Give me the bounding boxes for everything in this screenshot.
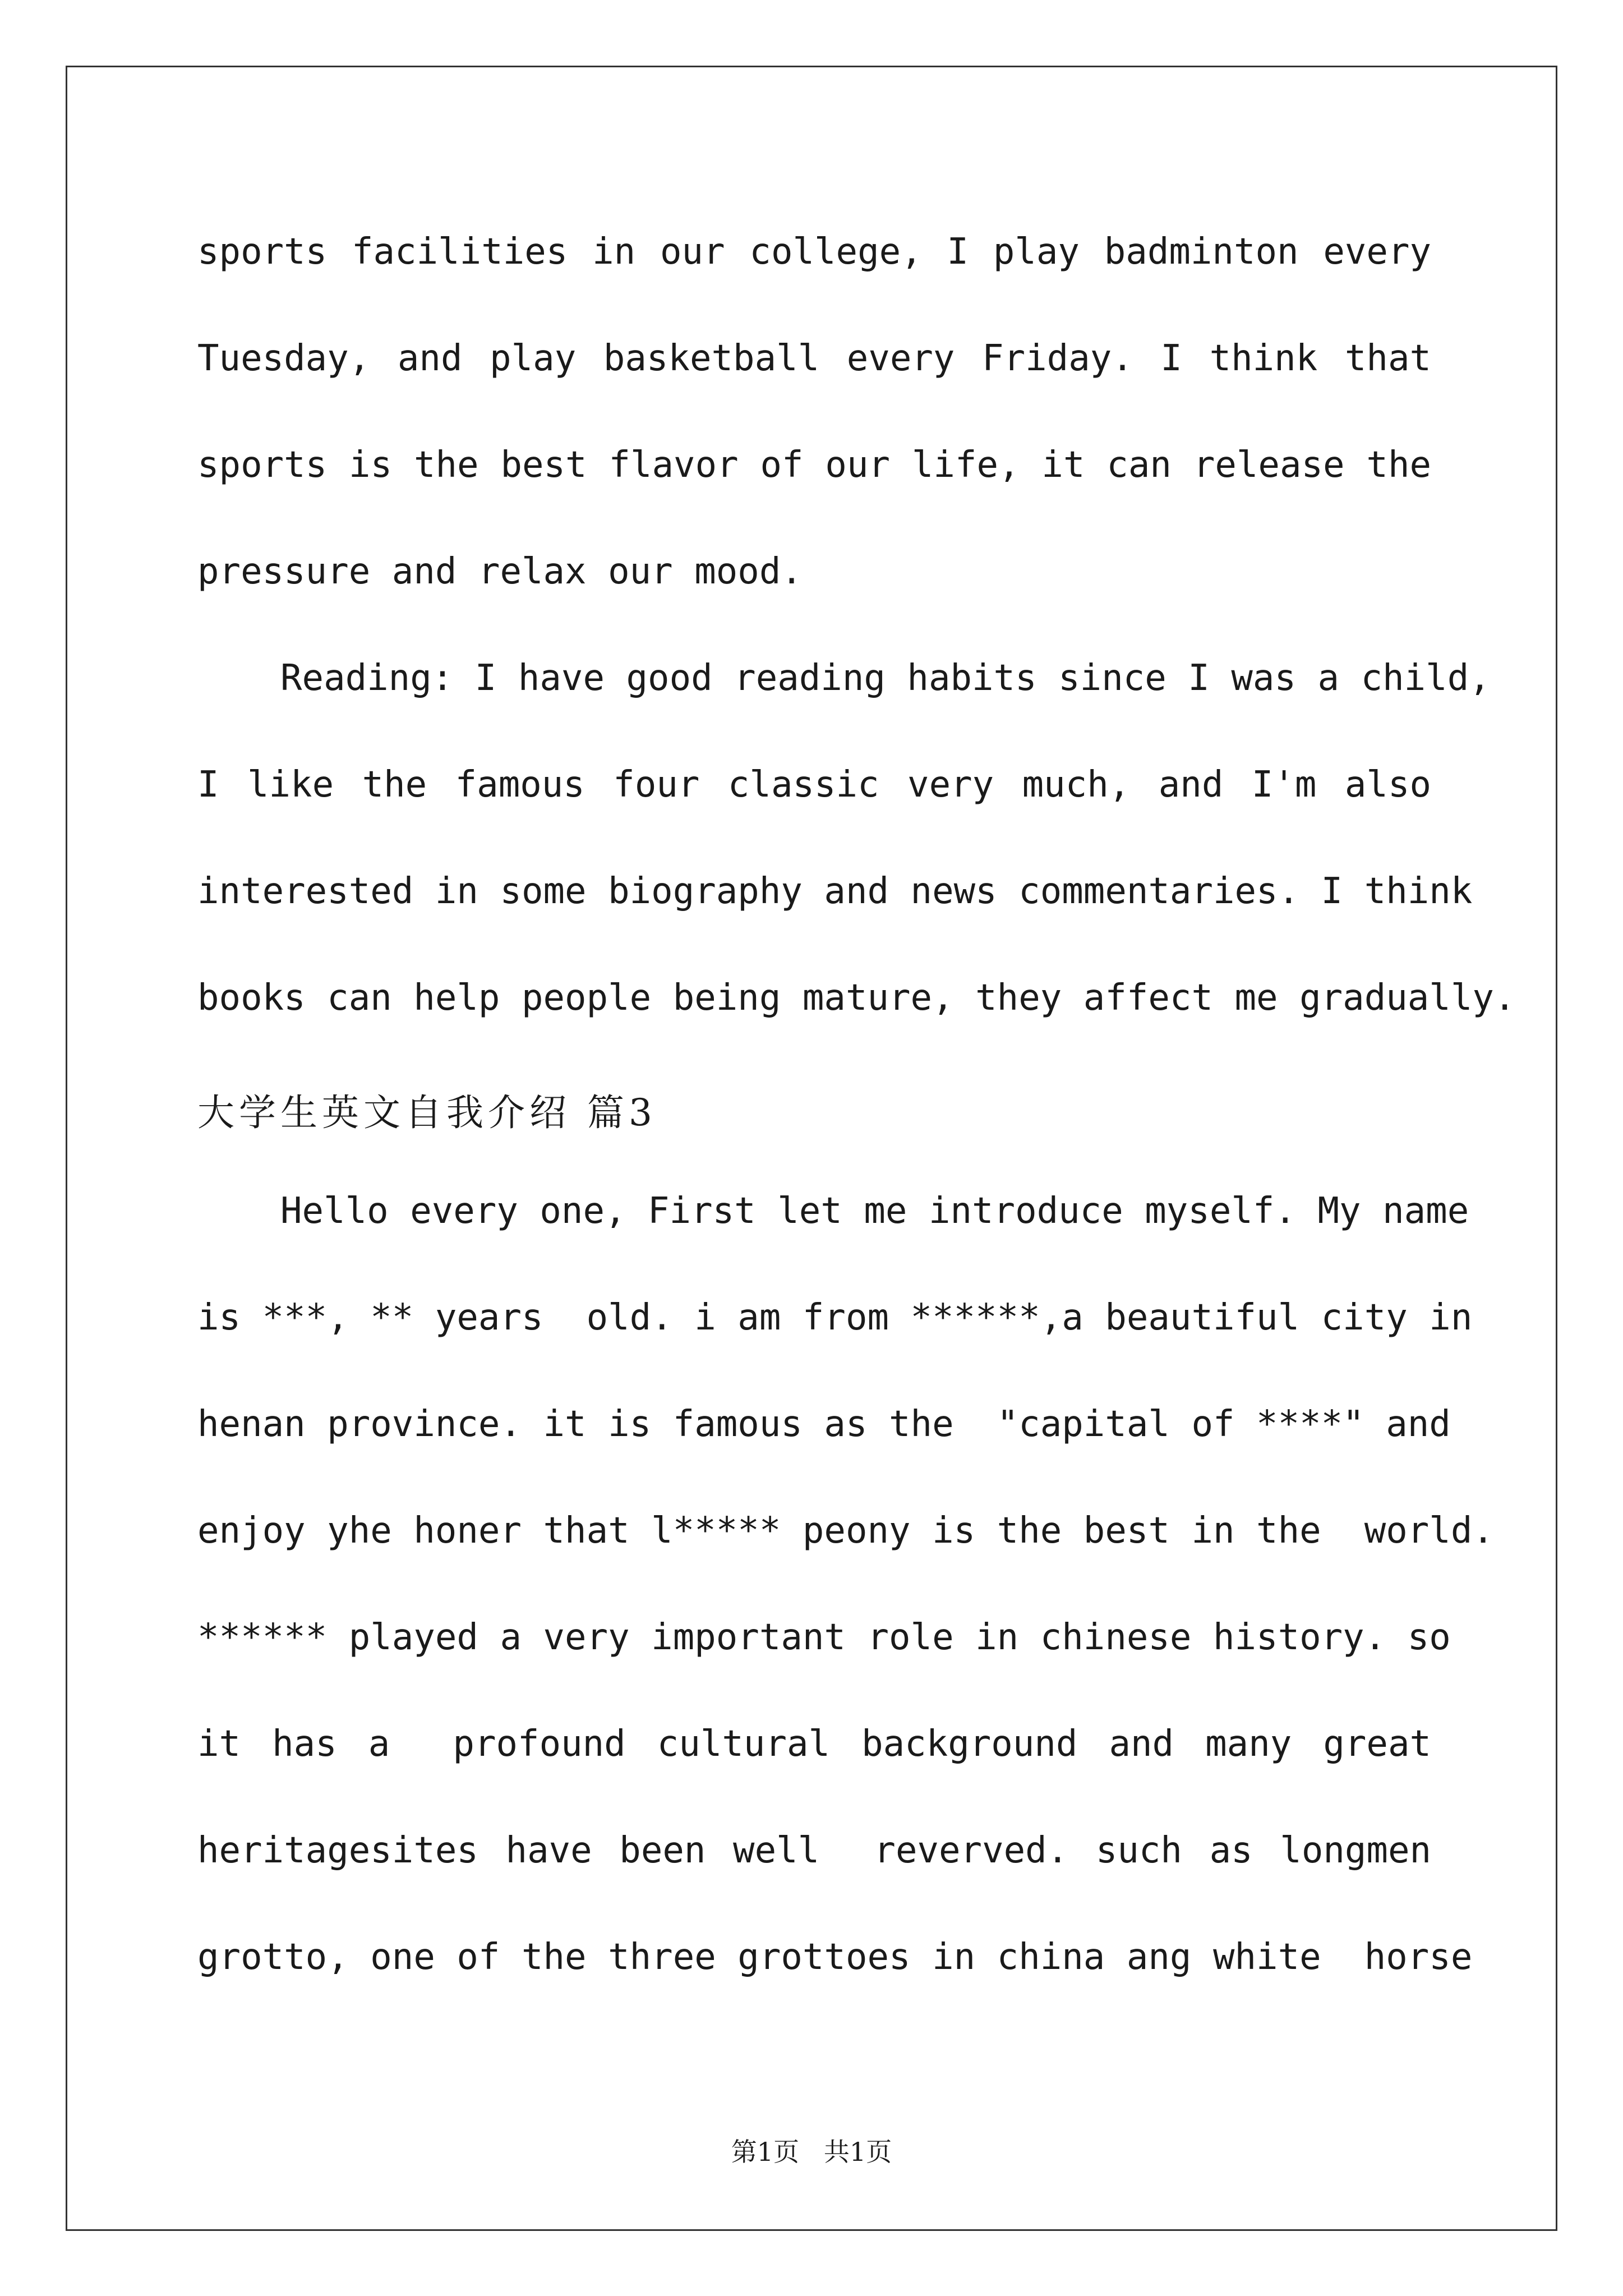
paragraph-line: sports is the best flavor of our life, it can release the bbox=[197, 444, 1431, 486]
paragraph-line: grotto, one of the three grottoes in china ang white horse bbox=[197, 1936, 1473, 1978]
page-footer: 第1页 共1页 bbox=[731, 2137, 892, 2167]
paragraph-line: books can help people being mature, they affect me gradually. bbox=[197, 977, 1516, 1019]
paragraph-line: henan province. it is famous as the "capital of ****" and bbox=[197, 1404, 1451, 1445]
page-border bbox=[66, 66, 1557, 2231]
paragraph-line: Tuesday, and play basketball every Friday. I think that bbox=[197, 338, 1431, 379]
paragraph-line: ****** played a very important role in chinese history. so bbox=[197, 1617, 1451, 1658]
paragraph-line: enjoy yhe honer that l***** peony is the best in the world. bbox=[197, 1510, 1494, 1552]
paragraph-line: interested in some biography and news commentaries. I think bbox=[197, 871, 1473, 912]
paragraph-line: it has a profound cultural background and many great bbox=[197, 1723, 1431, 1765]
paragraph-line: I like the famous four classic very much, and I'm also bbox=[197, 764, 1431, 806]
paragraph-line: Hello every one, First let me introduce myself. My name bbox=[280, 1190, 1469, 1232]
paragraph-line: sports facilities in our college, I play badminton every bbox=[197, 231, 1431, 273]
paragraph-line: pressure and relax our mood. bbox=[197, 551, 803, 592]
paragraph-line: heritagesites have been well reverved. such as longmen bbox=[197, 1830, 1431, 1871]
paragraph-line: Reading: I have good reading habits since I was a child, bbox=[280, 657, 1491, 699]
paragraph-line: is ***, ** years old. i am from ******,a beautiful city in bbox=[197, 1297, 1473, 1338]
section-heading: 大学生英文自我介绍 篇3 bbox=[197, 1091, 657, 1134]
